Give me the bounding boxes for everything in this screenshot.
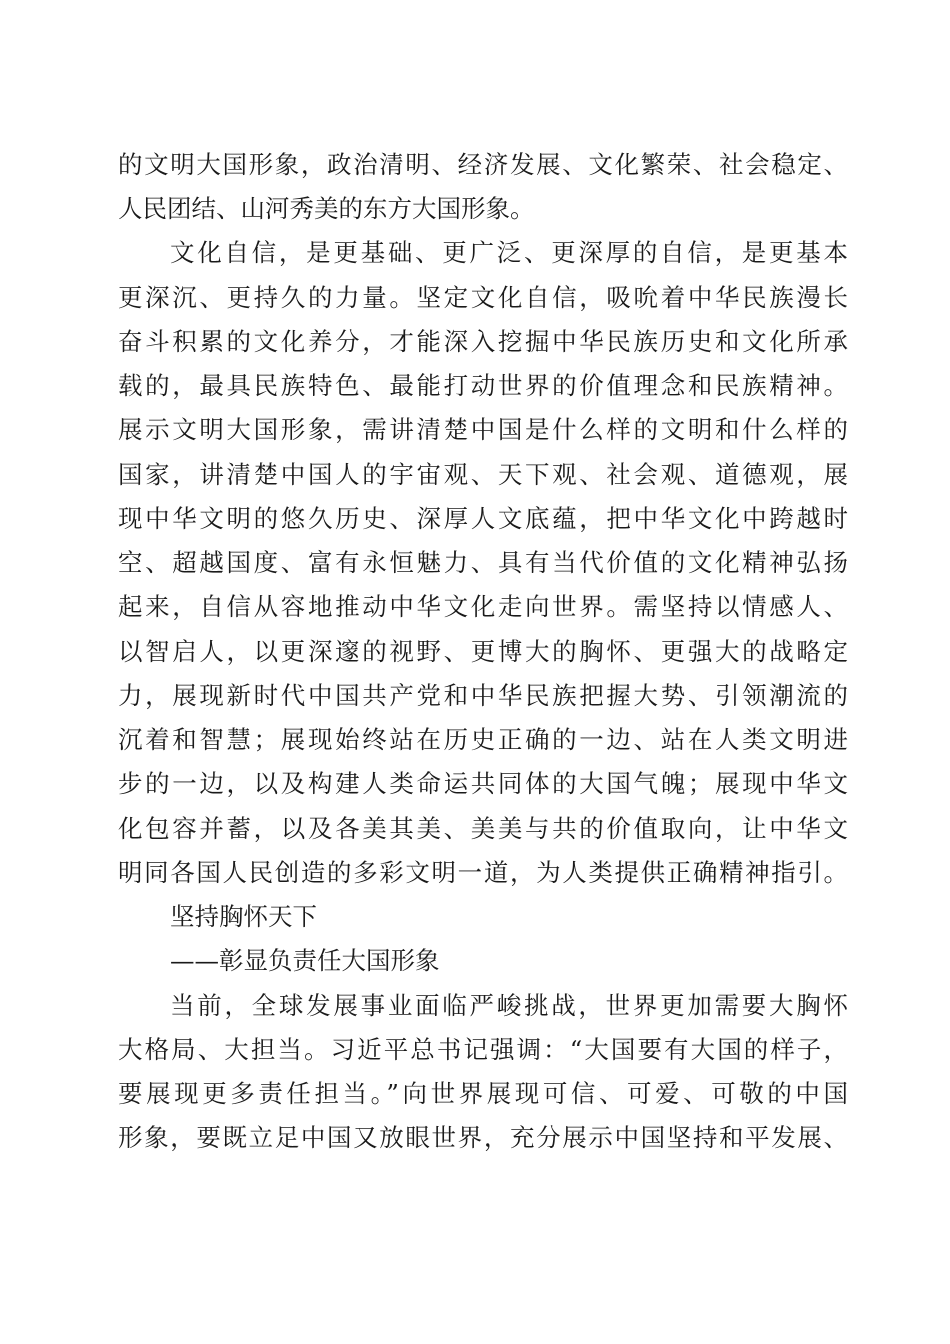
section-subheading: ——彰显负责任大国形象 (170, 946, 440, 975)
text-line: 现中华文明的悠久历史、深厚人文底蕴，把中华文化中跨越时 (118, 504, 848, 533)
text-line: 形象，要既立足中国又放眼世界，充分展示中国坚持和平发展、 (118, 1123, 848, 1152)
text-line: 奋斗积累的文化养分，才能深入挖掘中华民族历史和文化所承 (118, 327, 848, 356)
text-line: 空、超越国度、富有永恒魅力、具有当代价值的文化精神弘扬 (118, 548, 848, 577)
text-line: 的文明大国形象，政治清明、经济发展、文化繁荣、社会稳定、 (118, 150, 848, 179)
text-line: 国家，讲清楚中国人的宇宙观、天下观、社会观、道德观，展 (118, 460, 848, 489)
text-line: 明同各国人民创造的多彩文明一道，为人类提供正确精神指引。 (118, 858, 848, 887)
text-line: 大格局、大担当。习近平总书记强调：“大国要有大国的样子， (118, 1035, 848, 1064)
text-line: 要展现更多责任担当。”向世界展现可信、可爱、可敬的中国 (118, 1079, 848, 1108)
text-line: 展示文明大国形象，需讲清楚中国是什么样的文明和什么样的 (118, 415, 848, 444)
text-line: 沉着和智慧；展现始终站在历史正确的一边、站在人类文明进 (118, 725, 848, 754)
text-line: 以智启人，以更深邃的视野、更博大的胸怀、更强大的战略定 (118, 637, 848, 666)
paragraph-start-line: 文化自信，是更基础、更广泛、更深厚的自信，是更基本 (170, 238, 848, 267)
text-line: 步的一边，以及构建人类命运共同体的大国气魄；展现中华文 (118, 769, 848, 798)
text-line: 力，展现新时代中国共产党和中华民族把握大势、引领潮流的 (118, 681, 848, 710)
text-line: 起来，自信从容地推动中华文化走向世界。需坚持以情感人、 (118, 592, 848, 621)
section-heading: 坚持胸怀天下 (170, 902, 317, 931)
text-line: 更深沉、更持久的力量。坚定文化自信，吸吮着中华民族漫长 (118, 283, 848, 312)
paragraph-start-line: 当前，全球发展事业面临严峻挑战，世界更加需要大胸怀 (170, 991, 848, 1020)
text-line: 人民团结、山河秀美的东方大国形象。 (118, 194, 535, 223)
text-line: 载的，最具民族特色、最能打动世界的价值理念和民族精神。 (118, 371, 848, 400)
text-line: 化包容并蓄，以及各美其美、美美与共的价值取向，让中华文 (118, 814, 848, 843)
